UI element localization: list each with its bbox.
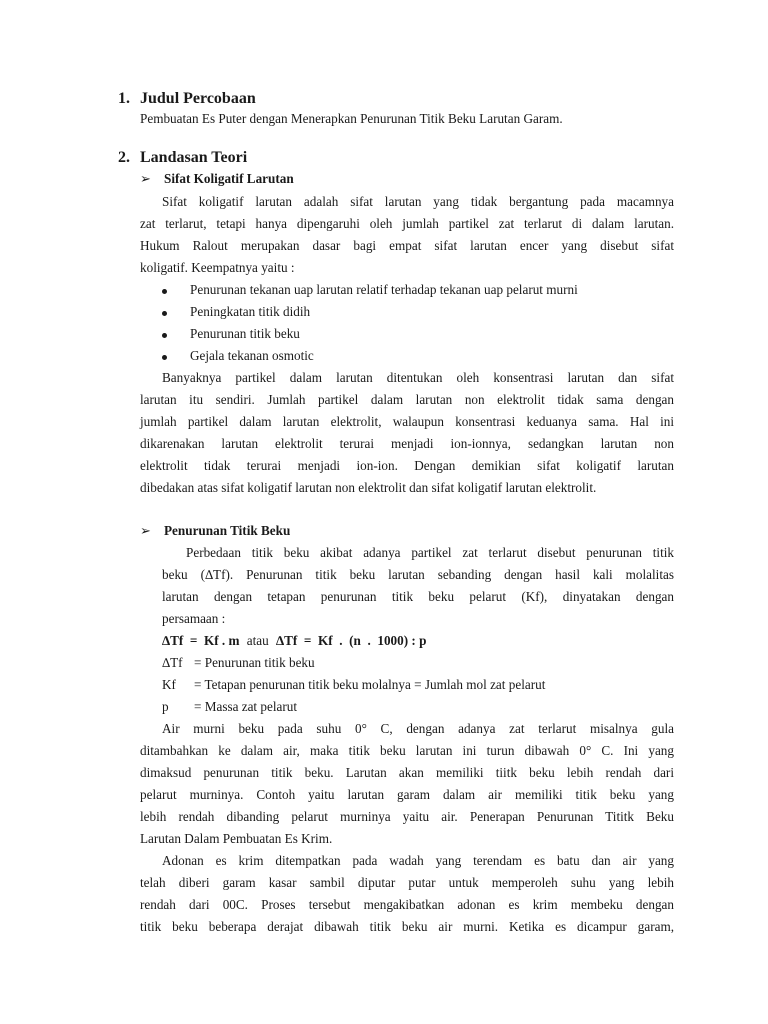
paragraph-line: beku (∆Tf). Penurunan titik beku larutan sebanding dengan hasil kali molalitas — [162, 567, 674, 582]
paragraph-line: telah diberi garam kasar sambil diputar putar untuk memperoleh suhu yang lebih — [140, 875, 674, 890]
bullet-dot-icon — [162, 311, 167, 316]
section-2-heading — [118, 149, 247, 167]
bullet-text: Penurunan titik beku — [190, 326, 300, 341]
definition-value: = Penurunan titik beku — [194, 655, 315, 670]
paragraph-line: jumlah partikel dalam larutan elektrolit, walaupun konsentrasi keduanya sama. Hal ini — [140, 414, 674, 429]
section-number: 1. — [118, 90, 130, 107]
paragraph-line: dikarenakan larutan elektrolit terurai menjadi ion-ionnya, sedangkan larutan non — [140, 436, 674, 451]
paragraph-line: pelarut murninya. Contoh yaitu larutan garam dalam air memiliki titik beku yang — [140, 787, 674, 802]
paragraph-line: Larutan Dalam Pembuatan Es Krim. — [140, 831, 333, 846]
paragraph-line: lebih rendah dibanding pelarut murninya yaitu air. Penerapan Penurunan Tititk Beku — [140, 809, 674, 824]
paragraph-line: Banyaknya partikel dalam larutan ditentukan oleh konsentrasi larutan dan sifat — [162, 370, 674, 385]
definition-value: = Tetapan penurunan titik beku molalnya = Jumlah mol zat pelarut — [194, 677, 546, 692]
paragraph-line: titik beku beberapa derajat dibawah titik beku air murni. Ketika es dicampur garam, — [140, 919, 674, 934]
formula-right: ∆Tf = Kf . (n . 1000) : p — [276, 633, 427, 648]
definition-row — [162, 655, 315, 671]
paragraph-line: persamaan : — [162, 611, 226, 626]
definition-row — [162, 699, 297, 715]
paragraph-line: Hukum Ralout merupakan dasar bagi empat sifat larutan encer yang disebut sifat — [140, 238, 674, 253]
arrow-bullet-icon: ➢ — [140, 171, 152, 186]
paragraph-line: Adonan es krim ditempatkan pada wadah yang terendam es batu dan air yang — [162, 853, 674, 868]
bullet-text: Gejala tekanan osmotic — [190, 348, 314, 363]
definition-value: = Massa zat pelarut — [194, 699, 298, 714]
section-1-heading — [118, 90, 256, 108]
formula-connector: atau — [246, 633, 269, 648]
formula — [162, 633, 426, 649]
section-title: Judul Percobaan — [140, 90, 256, 107]
paragraph-line: elektrolit tidak terurai menjadi ion-ion. Dengan demikian sifat koligatif larutan — [140, 458, 674, 473]
definition-key: p — [162, 699, 169, 714]
definition-row — [162, 677, 545, 693]
paragraph-line: dimaksud penurunan titik beku. Larutan akan memiliki tiitk beku lebih rendah dari — [140, 765, 674, 780]
formula-left: ∆Tf = Kf . m — [162, 633, 240, 648]
paragraph-line: larutan dengan tetapan penurunan titik beku pelarut (Kf), dinyatakan dengan — [162, 589, 674, 604]
paragraph-line: larutan itu sendiri. Jumlah partikel dalam larutan non elektrolit tidak sama dengan — [140, 392, 674, 407]
paragraph-line: koligatif. Keempatnya yaitu : — [140, 260, 295, 275]
subsection-heading — [140, 523, 290, 539]
section-number: 2. — [118, 149, 130, 166]
bullet-dot-icon — [162, 289, 167, 294]
bullet-dot-icon — [162, 355, 167, 360]
bullet-text: Peningkatan titik didih — [190, 304, 311, 319]
paragraph-line: Sifat koligatif larutan adalah sifat larutan yang tidak bergantung pada macamnya — [162, 194, 674, 209]
bullet-text: Penurunan tekanan uap larutan relatif terhadap tekanan uap pelarut murni — [190, 282, 578, 297]
subsection-title: Sifat Koligatif Larutan — [164, 171, 294, 186]
paragraph-line: zat terlarut, tetapi hanya dipengaruhi oleh jumlah partikel zat terlarut di dalam larutan. — [140, 216, 674, 231]
bullet-dot-icon — [162, 333, 167, 338]
subsection-title: Penurunan Titik Beku — [164, 523, 291, 538]
arrow-bullet-icon: ➢ — [140, 523, 152, 538]
definition-key: ∆Tf — [162, 655, 183, 670]
section-title: Landasan Teori — [140, 149, 248, 166]
paragraph-line: Perbedaan titik beku akibat adanya partikel zat terlarut disebut penurunan titik — [186, 545, 674, 560]
section-1-text: Pembuatan Es Puter dengan Menerapkan Penurunan Titik Beku Larutan Garam. — [140, 111, 563, 126]
paragraph-line: rendah dari 00C. Proses tersebut mengakibatkan adonan es krim membeku dengan — [140, 897, 674, 912]
definition-key: Kf — [162, 677, 176, 692]
paragraph-line: dibedakan atas sifat koligatif larutan non elektrolit dan sifat koligatif larutan elektrolit. — [140, 480, 597, 495]
subsection-heading — [140, 171, 294, 187]
paragraph-line: Air murni beku pada suhu 0° C, dengan adanya zat terlarut misalnya gula — [162, 721, 674, 736]
paragraph-line: ditambahkan ke dalam air, maka titik beku larutan ini turun dibawah 0° C. Ini yang — [140, 743, 674, 758]
